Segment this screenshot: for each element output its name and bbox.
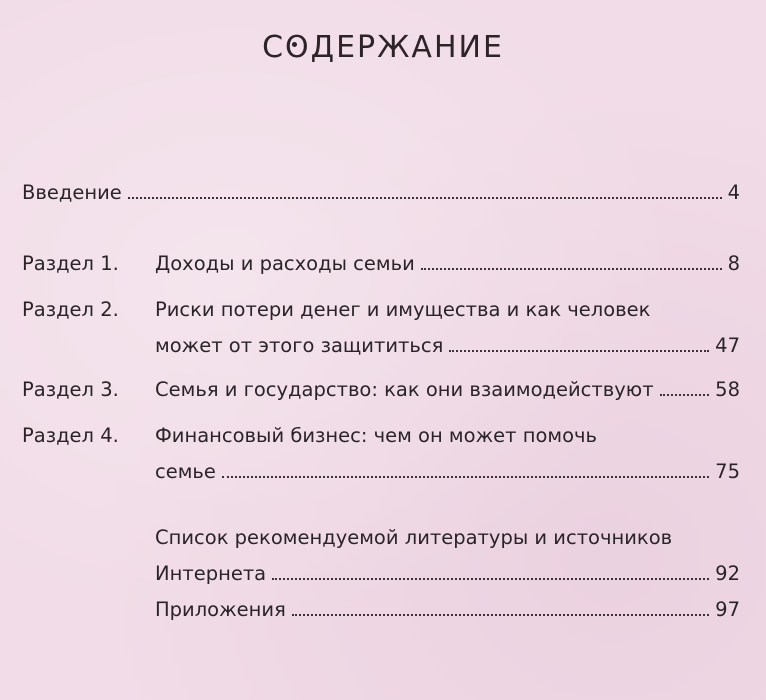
toc-entry-section-4[interactable] — [22, 418, 740, 490]
toc-entry-label-continued: семье — [155, 460, 216, 483]
page-title: СОДЕРЖАНИЕ — [262, 30, 504, 65]
toc-page-number: 75 — [715, 460, 740, 483]
toc-entry-label: Список рекомендуемой литературы и источников — [155, 526, 673, 549]
toc-entry-section-1[interactable] — [22, 246, 740, 282]
toc-page-number: 4 — [727, 181, 740, 204]
toc-entry-label-continued: Интернета — [155, 562, 267, 585]
toc-entry-intro[interactable] — [22, 175, 740, 211]
leader-dots — [128, 197, 722, 199]
toc-entry-label: Финансовый бизнес: чем он может помочь — [155, 424, 598, 447]
toc-page-number: 8 — [727, 252, 740, 275]
toc-entry-label: Введение — [22, 181, 122, 204]
toc-entry-label: Риски потери денег и имущества и как человек — [155, 298, 651, 321]
section-number: Раздел 2. — [22, 298, 119, 321]
toc-page-number: 97 — [715, 598, 740, 621]
toc-entry-section-3[interactable] — [22, 372, 740, 408]
toc-entry-label-continued: может от этого защититься — [155, 334, 444, 357]
toc-entry-section-2[interactable] — [22, 292, 740, 364]
leader-dots — [272, 578, 709, 580]
toc-page-number: 58 — [715, 378, 740, 401]
toc-entry-appendix[interactable] — [22, 592, 740, 628]
section-number: Раздел 4. — [22, 424, 119, 447]
leader-dots — [449, 350, 709, 352]
section-number: Раздел 1. — [22, 252, 119, 275]
toc-page-number: 47 — [715, 334, 740, 357]
section-number: Раздел 3. — [22, 378, 119, 401]
table-of-contents — [22, 175, 740, 628]
toc-entry-references[interactable] — [22, 520, 740, 592]
leader-dots — [292, 614, 709, 616]
leader-dots — [660, 394, 710, 396]
toc-entry-label: Доходы и расходы семьи — [155, 252, 415, 275]
toc-page-number: 92 — [715, 562, 740, 585]
leader-dots — [421, 268, 722, 270]
leader-dots — [222, 476, 709, 478]
toc-entry-label: Семья и государство: как они взаимодействуют — [155, 378, 654, 401]
toc-entry-label: Приложения — [155, 598, 286, 621]
